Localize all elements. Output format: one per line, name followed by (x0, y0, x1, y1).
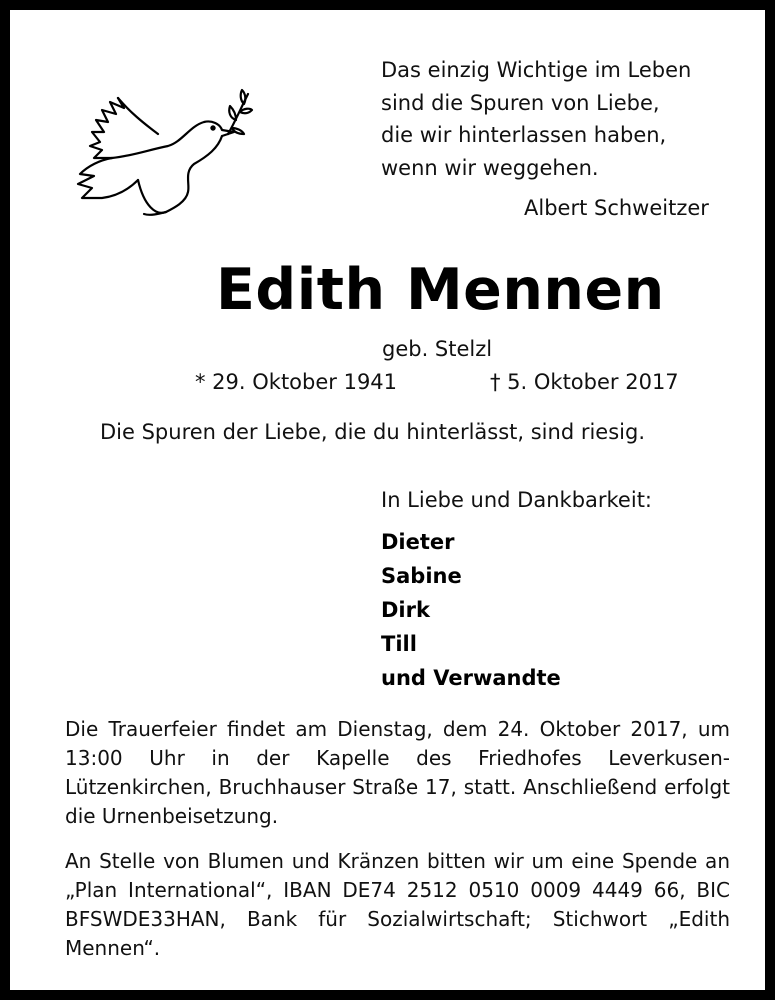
funeral-details: Die Trauerfeier findet am Dienstag, dem 24. Oktober 2017, um 13:00 Uhr in der Kapelle des Friedhofes Leverkusen-Lützenkirchen, Bruchhauser Straße 17, statt. Anschließend erfolgt die Urnenbeisetzung. (65, 717, 730, 828)
quote-line: sind die Spuren von Liebe, (381, 90, 660, 115)
mourner: Dieter (381, 530, 455, 554)
mourner: Dirk (381, 598, 430, 622)
deceased-name: Edith Mennen (216, 257, 665, 323)
birth-name: geb. Stelzl (382, 337, 493, 361)
birth-date: * 29. Oktober 1941 (195, 370, 398, 394)
dove-icon (72, 88, 254, 220)
mourners-list (381, 525, 561, 695)
donation-request: An Stelle von Blumen und Kränzen bitten wir um eine Spende an „Plan International“, IBAN DE74 2512 0510 0009 4449 66, BIC BFSWDE33HAN, Bank für Sozialwirtschaft; Stichwort „Edith Mennen“. (65, 849, 730, 960)
signoff: In Liebe und Dankbarkeit: (381, 488, 653, 512)
quote-author: Albert Schweitzer (524, 196, 709, 220)
mourner: Sabine (381, 564, 462, 588)
tagline: Die Spuren der Liebe, die du hinterlässt, sind riesig. (100, 420, 646, 444)
quote-line: Das einzig Wichtige im Leben (381, 58, 692, 82)
mourner: und Verwandte (381, 666, 561, 690)
quote-line: die wir hinterlassen haben, (381, 123, 667, 147)
quote-line: wenn wir weggehen. (381, 155, 599, 180)
mourner: Till (381, 632, 417, 656)
quote (381, 54, 691, 184)
death-date: † 5. Oktober 2017 (490, 370, 679, 394)
